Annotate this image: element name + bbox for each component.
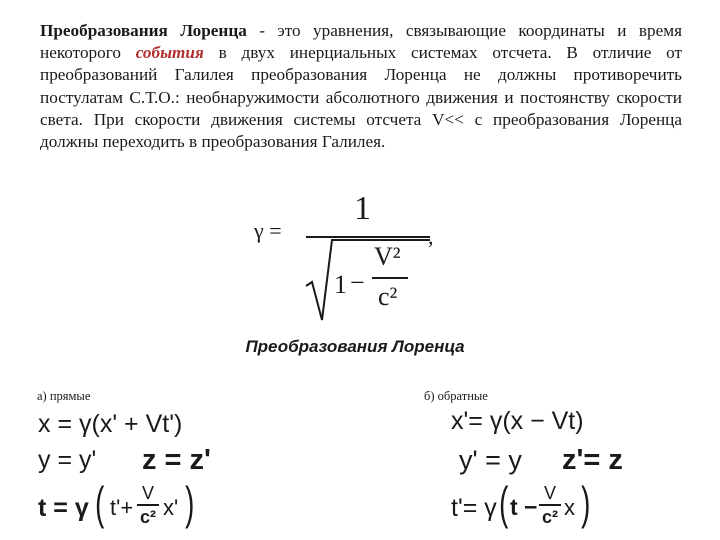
direct-eq-tprime: t'+ [110,495,134,520]
paragraph-part1: - это уравнения, связывающие координаты и время некоторого [40,21,682,63]
direct-eq-z: z = z' [142,444,211,476]
intro-paragraph [40,20,682,153]
inverse-close-paren: ) [581,477,591,529]
sqrt-symbol [250,190,450,330]
inverse-eq-t: t − [510,494,538,520]
direct-eq-t-lhs: t = γ [38,494,89,522]
direct-fraction [137,483,159,527]
term: Преобразования Лоренца [40,21,247,40]
inverse-eq-t-lhs: t'= γ [451,494,497,522]
caption: Преобразования Лоренца [245,337,465,356]
direct-open-paren: ( [95,477,105,529]
gamma-c2: c² [378,282,398,311]
inverse-eq-z: z'= z [562,444,623,476]
paragraph-part2: в двух инерциальных системах отсчета. В отличие от преобразований Галилея преобразования Лоренца не должны противоречить постулатам С.Т.О.: необнаружимости абсолютного движения и постоянству скорости света. При скорости движения системы отсчета V<< c преобразования Лоренца должны переходить в преобразования Галилея. [40,43,683,152]
inverse-frac-den: c² [541,506,558,527]
inverse-eq-x-var: x [564,495,575,520]
direct-frac-num: V [141,483,154,503]
direct-frac-line [137,504,159,506]
direct-eq-y: y = y' [38,446,97,474]
inner-fraction-bar [372,277,408,279]
gamma-comma: , [428,224,434,249]
gamma-formula [250,190,450,330]
inverse-fraction [539,483,561,527]
inverse-eq-y: y' = y [459,445,522,475]
direct-close-paren: ) [185,477,195,529]
fraction-bar [306,236,430,238]
gamma-minus: − [350,268,365,297]
gamma-lhs: γ = [254,218,282,243]
direct-frac-den: c² [139,506,156,527]
gamma-one: 1 [334,270,347,299]
direct-label: а) прямые [37,389,91,403]
inverse-eq-x: x'= γ(x − Vt) [451,407,584,435]
direct-eq-x: x = γ(x' + Vt') [38,410,183,438]
gamma-numerator: 1 [354,190,371,227]
inverse-frac-line [539,504,561,506]
inverse-open-paren: ( [499,477,509,529]
inverse-label: б) обратные [424,389,488,403]
gamma-v2: V² [374,242,401,271]
inverse-frac-num: V [543,483,556,503]
highlight-word: события [135,43,204,63]
direct-eq-x-prime: x' [163,495,179,520]
